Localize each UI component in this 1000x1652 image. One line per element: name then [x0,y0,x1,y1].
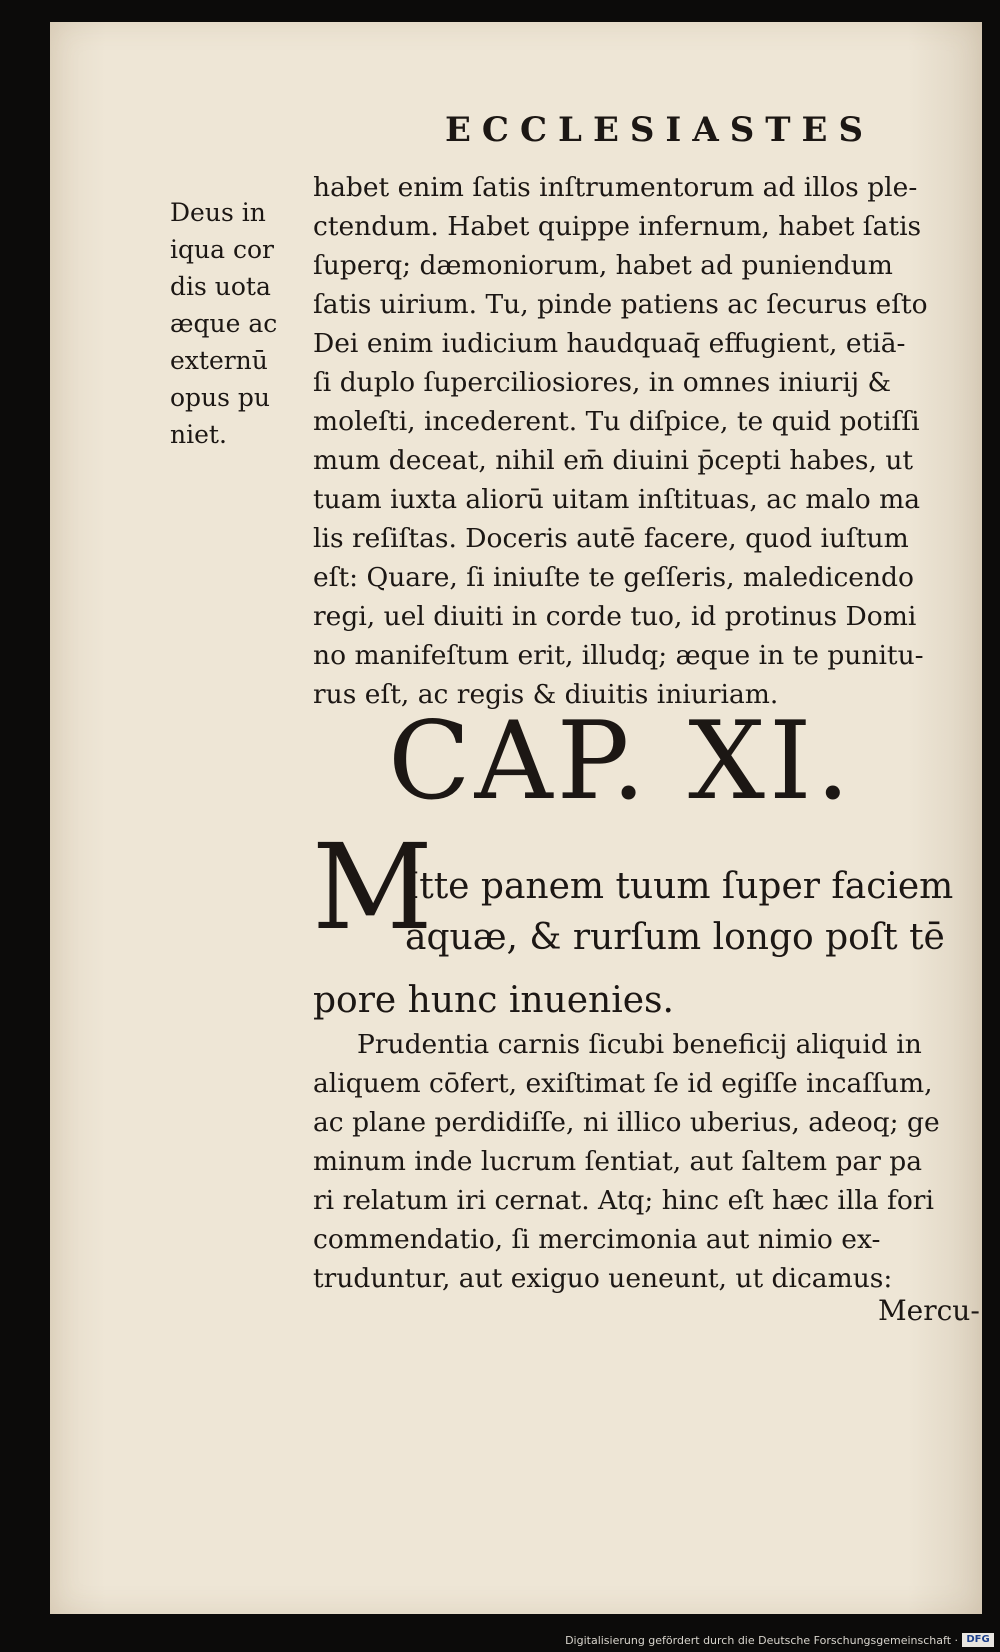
digitization-credit: Digitalisierung gefördert durch die Deutsche Forschungsgemeinschaft · [565,1634,958,1647]
text-line: lis reſiſtas. Doceris autē facere, quod iuſtum [313,523,909,554]
text-line: rus eſt, ac regis & diuitis iniuriam. [313,679,779,710]
text-line: truduntur, aut exiguo ueneunt, ut dicamus: [313,1263,893,1294]
text-line: ſuperq; dæmoniorum, habet ad puniendum [313,250,893,281]
text-line: Dei enim iudicium haudquaq̄ effugient, etiā- [313,328,906,359]
text-line: ctendum. Habet quippe infernum, habet ſatis [313,211,922,242]
margin-note-line: Deus in [170,198,266,227]
text-line: habet enim ſatis inſtrumentorum ad illos ple- [313,172,918,203]
margin-note-line: iqua cor [170,235,274,264]
text-line: Prudentia carnis ſicubi beneficij aliquid in [357,1029,922,1060]
margin-note-line: dis uota [170,272,271,301]
text-line: no manifeſtum erit, illudq; æque in te punitu- [313,640,924,671]
text-line: mum deceat, nihil em̄ diuini p̄cepti habes, ut [313,445,914,476]
margin-note-line: opus pu [170,383,271,412]
book-page [50,22,982,1614]
margin-note [170,194,310,453]
dfg-logo: DFG [962,1633,994,1647]
text-line: minum inde lucrum ſentiat, aut ſaltem par pa [313,1146,923,1177]
text-line: commendatio, ſi mercimonia aut nimio ex- [313,1224,881,1255]
opening-line: aquæ, & rurſum longo poſt tē [405,917,945,958]
text-line: ſi duplo ſuperciliosiores, in omnes iniurij & [313,367,892,398]
chapter-opening [405,861,953,963]
running-head: ECCLESIASTES [445,110,875,150]
drop-cap-initial: M [312,818,433,956]
text-line: ac plane perdidiſſe, ni illico uberius, adeoq; ge [313,1107,940,1138]
opening-line: Itte panem tuum ſuper faciem [405,866,954,907]
text-line: ſatis uirium. Tu, pinde patiens ac ſecurus eſto [313,289,928,320]
chapter-title: CAP. XI. [388,699,854,824]
text-line: tuam iuxta aliorū uitam inſtituas, ac malo ma [313,484,921,515]
text-line: moleſti, incederent. Tu diſpice, te quid potiſſi [313,406,920,437]
body-text-block [313,1025,1000,1298]
margin-note-line: niet. [170,420,227,449]
catchword: Mercu- [878,1294,980,1327]
margin-note-line: æque ac [170,309,278,338]
text-line: ri relatum iri cernat. Atq; hinc eſt hæc illa fori [313,1185,934,1216]
text-line: eſt: Quare, ſi iniuſte te geſſeris, maledicendo [313,562,914,593]
text-line: aliquem cōfert, exiſtimat ſe id egiſſe incaſſum, [313,1068,933,1099]
margin-note-line: externū [170,346,268,375]
opening-line: pore hunc inuenies. [313,980,674,1021]
body-text-block [313,168,1000,714]
text-line: regi, uel diuiti in corde tuo, id protinus Domi [313,601,917,632]
